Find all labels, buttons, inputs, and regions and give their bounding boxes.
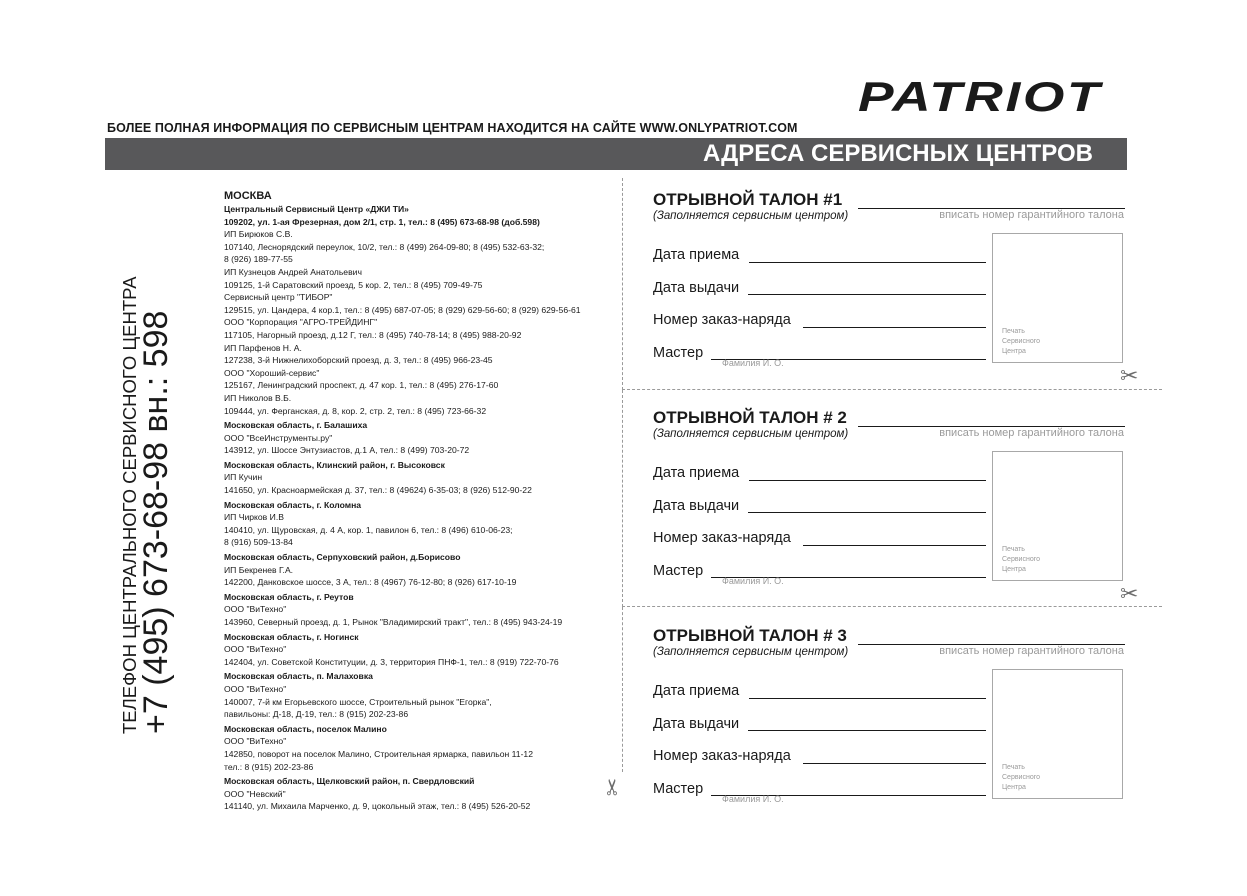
fio-hint: Фамилия И. О. <box>722 794 784 804</box>
website-info-line: БОЛЕЕ ПОЛНАЯ ИНФОРМАЦИЯ ПО СЕРВИСНЫМ ЦЕНТРАМ НАХОДИТСЯ НА САЙТЕ WWW.ONLYPATRIOT.COM <box>107 121 798 135</box>
vertical-cut-line <box>622 178 623 390</box>
stamp-label: Сервисного <box>1002 774 1041 781</box>
warranty-number-hint: вписать номер гарантийного талона <box>939 427 1124 439</box>
region-heading: Московская область, г. Ногинск <box>224 631 359 642</box>
issue-date-line[interactable] <box>748 512 986 513</box>
city-heading: МОСКВА <box>224 190 272 202</box>
ticket-title: ОТРЫВНОЙ ТАЛОН # 3 <box>653 626 847 645</box>
center-line: 141140, ул. Михаила Марченко, д. 9, цокольный этаж, тел.: 8 (495) 526-20-52 <box>224 801 531 812</box>
center-line: 8 (926) 189-77-55 <box>224 254 293 265</box>
center-line: 129515, ул. Цандера, 4 кор.1, тел.: 8 (495) 687-07-05; 8 (929) 629-56-60; 8 (929) 629-56-61 <box>224 304 581 315</box>
center-line: 8 (916) 509-13-84 <box>224 537 293 548</box>
phone-number: +7 (495) 673-68-98 вн.: 598 <box>137 310 175 734</box>
stamp-label: Печать <box>1002 546 1025 553</box>
region-heading: Московская область, п. Малаховка <box>224 671 373 682</box>
center-line: ИП Бирюков С.В. <box>224 229 293 240</box>
stamp-box <box>992 233 1123 363</box>
center-line: ООО "ВиТехно" <box>224 604 287 615</box>
field-label-issue-date: Дата выдачи <box>653 498 740 514</box>
region-heading: Московская область, г. Реутов <box>224 591 354 602</box>
fio-hint: Фамилия И. О. <box>722 576 784 586</box>
center-line: 109202, ул. 1-ая Фрезерная, дом 2/1, стр. 1, тел.: 8 (495) 673-68-98 (доб.598) <box>224 216 540 227</box>
ticket-subtitle: (Заполняется сервисным центром) <box>653 646 849 658</box>
center-line: ИП Николов В.Б. <box>224 392 292 403</box>
field-label-order-number: Номер заказ-наряда <box>653 530 791 546</box>
center-line: 109125, 1-й Саратовский проезд, 5 кор. 2, тел.: 8 (495) 709-49-75 <box>224 279 483 290</box>
center-line: ООО "Хороший-сервис" <box>224 367 320 378</box>
center-line: ООО "ВиТехно" <box>224 644 287 655</box>
ticket-subtitle: (Заполняется сервисным центром) <box>653 210 849 222</box>
ticket-3 <box>653 626 1128 816</box>
stamp-label: Печать <box>1002 764 1025 771</box>
phone-label: ТЕЛЕФОН ЦЕНТРАЛЬНОГО СЕРВИСНОГО ЦЕНТРА <box>119 276 140 734</box>
centers-lines <box>224 203 609 813</box>
scissors-icon: ✂ <box>600 777 626 797</box>
field-label-receive-date: Дата приема <box>653 247 740 263</box>
center-line: 143960, Северный проезд, д. 1, Рынок "Владимирский тракт", тел.: 8 (495) 943-24-19 <box>224 617 563 627</box>
field-label-order-number: Номер заказ-наряда <box>653 312 791 328</box>
stamp-label: Центра <box>1002 348 1026 355</box>
stamp-box <box>992 669 1123 799</box>
center-line: ИП Бекренев Г.А. <box>224 564 294 575</box>
region-heading: Московская область, г. Балашиха <box>224 420 368 431</box>
stamp-label: Печать <box>1002 328 1025 335</box>
center-line: 117105, Нагорный проезд, д.12 Г, тел.: 8 (495) 740-78-14; 8 (495) 988-20-92 <box>224 329 522 340</box>
center-line: ИП Кузнецов Андрей Анатольевич <box>224 266 362 277</box>
field-label-receive-date: Дата приема <box>653 683 740 699</box>
order-number-line[interactable] <box>803 763 986 764</box>
region-heading: Московская область, г. Коломна <box>224 499 362 510</box>
horizontal-cut-line <box>622 606 1162 607</box>
logo-text: PATRIOT <box>858 74 1104 118</box>
scissors-icon: ✂ <box>1120 581 1139 606</box>
center-line: Сервисный центр "ТИБОР" <box>224 292 333 303</box>
receive-date-line[interactable] <box>749 262 986 263</box>
vertical-cut-line <box>622 390 623 607</box>
section-banner <box>105 138 1127 170</box>
center-line: 140410, ул. Щуровская, д. 4 А, кор. 1, павилон 6, тел.: 8 (496) 610-06-23; <box>224 524 513 535</box>
patriot-logo <box>856 74 1106 118</box>
banner-title: АДРЕСА СЕРВИСНЫХ ЦЕНТРОВ <box>702 140 1093 167</box>
center-line: 142200, Данковское шоссе, 3 А, тел.: 8 (4967) 76-12-80; 8 (926) 617-10-19 <box>224 577 517 588</box>
field-label-master: Мастер <box>653 345 704 361</box>
issue-date-line[interactable] <box>748 294 986 295</box>
receive-date-line[interactable] <box>749 698 986 699</box>
center-line: 140007, 7-й км Егорьевского шоссе, Строительный рынок "Егорка", <box>224 696 492 707</box>
center-line: павильоны: Д-18, Д-19, тел.: 8 (915) 202-23-86 <box>224 709 409 720</box>
scissors-icon: ✂ <box>1120 363 1139 388</box>
stamp-box <box>992 451 1123 581</box>
center-line: 142404, ул. Советской Конституции, д. 3, территория ПНФ-1, тел.: 8 (919) 722-70-76 <box>224 656 559 667</box>
center-line: тел.: 8 (915) 202-23-86 <box>224 761 314 772</box>
center-line: Центральный Сервисный Центр «ДЖИ ТИ» <box>224 204 409 214</box>
center-line: 109444, ул. Ферганская, д. 8, кор. 2, стр. 2, тел.: 8 (495) 723-66-32 <box>224 405 487 416</box>
center-line: 127238, 3-й Нижнелихоборский проезд, д. 3, тел.: 8 (495) 966-23-45 <box>224 355 493 366</box>
field-label-issue-date: Дата выдачи <box>653 716 740 732</box>
central-phone-block <box>92 184 202 744</box>
stamp-label: Центра <box>1002 784 1026 791</box>
ticket-subtitle: (Заполняется сервисным центром) <box>653 428 849 440</box>
service-centers-list <box>224 189 609 813</box>
fio-hint: Фамилия И. О. <box>722 358 784 368</box>
center-line: ООО "ВиТехно" <box>224 683 287 694</box>
center-line: 143912, ул. Шоссе Энтузиастов, д.1 А, тел.: 8 (499) 703-20-72 <box>224 445 470 456</box>
center-line: 142850, поворот на поселок Малино, Строительная ярмарка, павильон 11-12 <box>224 748 533 759</box>
center-line: ИП Кучин <box>224 472 263 483</box>
region-heading: Московская область, Щелковский район, п. Свердловский <box>224 776 475 787</box>
center-line: ООО "ВиТехно" <box>224 736 287 747</box>
center-line: 107140, Леснорядский переулок, 10/2, тел.: 8 (499) 264-09-80; 8 (495) 532-63-32; <box>224 241 545 252</box>
center-line: ООО "Невский" <box>224 788 286 799</box>
field-label-order-number: Номер заказ-наряда <box>653 748 791 764</box>
region-heading: Московская область, поселок Малино <box>224 723 387 734</box>
region-heading: Московская область, Серпуховский район, д.Борисово <box>224 552 461 563</box>
center-line: ООО "Корпорация "АГРО-ТРЕЙДИНГ" <box>224 317 378 328</box>
receive-date-line[interactable] <box>749 480 986 481</box>
field-label-master: Мастер <box>653 781 704 797</box>
ticket-title: ОТРЫВНОЙ ТАЛОН # 2 <box>653 408 847 427</box>
vertical-cut-line <box>622 607 623 772</box>
horizontal-cut-line <box>622 389 1162 390</box>
center-line: ИП Парфенов Н. А. <box>224 342 302 353</box>
region-heading: Московская область, Клинский район, г. Высоковск <box>224 459 445 470</box>
center-line: ООО "ВсеИнструменты.ру" <box>224 432 333 443</box>
stamp-label: Центра <box>1002 566 1026 573</box>
field-label-master: Мастер <box>653 563 704 579</box>
issue-date-line[interactable] <box>748 730 986 731</box>
field-label-receive-date: Дата приема <box>653 465 740 481</box>
warranty-number-hint: вписать номер гарантийного талона <box>939 209 1124 221</box>
center-line: 141650, ул. Красноармейская д. 37, тел.: 8 (49624) 6-35-03; 8 (926) 512-90-22 <box>224 485 532 496</box>
center-line: ИП Чирков И.В <box>224 512 284 523</box>
order-number-line[interactable] <box>803 545 986 546</box>
ticket-1 <box>653 190 1128 380</box>
stamp-label: Сервисного <box>1002 338 1041 345</box>
center-line: 125167, Ленинградский проспект, д. 47 кор. 1, тел.: 8 (495) 276-17-60 <box>224 380 499 391</box>
order-number-line[interactable] <box>803 327 986 328</box>
field-label-issue-date: Дата выдачи <box>653 280 740 296</box>
stamp-label: Сервисного <box>1002 556 1041 563</box>
warranty-number-hint: вписать номер гарантийного талона <box>939 645 1124 657</box>
ticket-2 <box>653 408 1128 598</box>
ticket-title: ОТРЫВНОЙ ТАЛОН #1 <box>653 190 843 209</box>
